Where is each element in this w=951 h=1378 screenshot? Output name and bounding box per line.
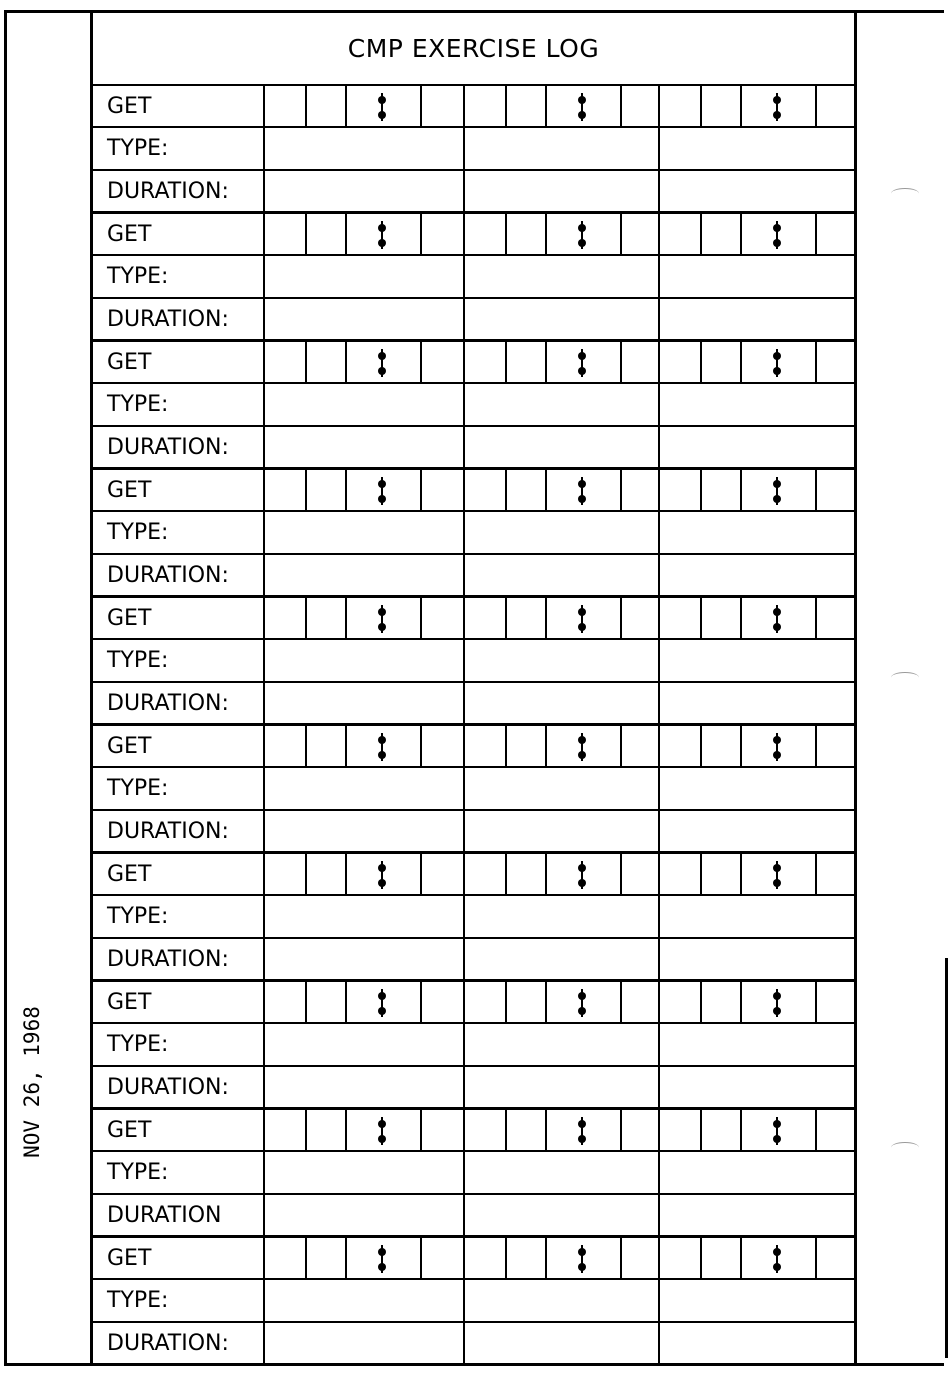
type-entry-3[interactable] — [660, 896, 854, 937]
time-digit-divider — [700, 854, 702, 894]
type-entry-1[interactable] — [265, 768, 464, 809]
time-digit-divider — [815, 470, 817, 510]
time-digit-divider — [505, 342, 507, 382]
duration-label: DURATION: — [93, 939, 265, 979]
time-digit-divider — [345, 342, 347, 382]
get-time-entry-1[interactable] — [265, 1238, 464, 1278]
time-digit-divider — [620, 982, 622, 1022]
type-label: TYPE: — [93, 256, 265, 297]
time-digit-divider — [545, 342, 547, 382]
type-label: TYPE: — [93, 640, 265, 681]
duration-row — [93, 1323, 854, 1366]
time-digit-divider — [700, 470, 702, 510]
duration-label: DURATION: — [93, 299, 265, 339]
time-digit-divider — [815, 598, 817, 638]
duration-entry-1[interactable] — [265, 427, 464, 467]
duration-entry-2[interactable] — [465, 427, 660, 467]
type-row — [93, 128, 854, 171]
time-digit-divider — [505, 214, 507, 254]
get-time-entry-2[interactable] — [465, 1110, 660, 1150]
duration-entry-3[interactable] — [660, 171, 854, 211]
punch-hole-mark — [891, 1142, 919, 1153]
time-digit-divider — [620, 470, 622, 510]
type-entry-1[interactable] — [265, 896, 464, 937]
form-title-row — [93, 12, 854, 86]
duration-entry-3[interactable] — [660, 1323, 854, 1363]
time-digit-divider — [420, 470, 422, 510]
time-colon-mark — [773, 989, 781, 1017]
get-label: GET — [93, 726, 265, 766]
get-time-entry-3[interactable] — [660, 342, 854, 382]
time-colon-mark — [578, 221, 586, 249]
time-digit-divider — [305, 982, 307, 1022]
get-label: GET — [93, 1238, 265, 1278]
time-digit-divider — [305, 342, 307, 382]
time-colon-mark — [773, 605, 781, 633]
time-digit-divider — [740, 1110, 742, 1150]
time-digit-divider — [620, 854, 622, 894]
time-digit-divider — [620, 342, 622, 382]
time-digit-divider — [305, 854, 307, 894]
time-digit-divider — [420, 726, 422, 766]
time-digit-divider — [700, 982, 702, 1022]
time-colon-mark — [773, 1117, 781, 1145]
type-row — [93, 1024, 854, 1067]
type-entry-3[interactable] — [660, 256, 854, 297]
type-entry-2[interactable] — [465, 1280, 660, 1321]
type-label: TYPE: — [93, 384, 265, 425]
duration-entry-1[interactable] — [265, 1195, 464, 1235]
get-label: GET — [93, 86, 265, 126]
type-label: TYPE: — [93, 896, 265, 937]
type-entry-2[interactable] — [465, 256, 660, 297]
time-colon-mark — [378, 861, 386, 889]
time-digit-divider — [345, 598, 347, 638]
time-digit-divider — [815, 214, 817, 254]
time-colon-mark — [578, 1117, 586, 1145]
get-time-entry-1[interactable] — [265, 86, 464, 126]
duration-entry-3[interactable] — [660, 427, 854, 467]
time-digit-divider — [505, 470, 507, 510]
exercise-log-form — [90, 12, 857, 1366]
get-time-entry-1[interactable] — [265, 342, 464, 382]
duration-entry-3[interactable] — [660, 555, 854, 595]
type-entry-3[interactable] — [660, 1152, 854, 1193]
time-digit-divider — [815, 1238, 817, 1278]
punch-hole-mark — [891, 672, 919, 683]
type-entry-2[interactable] — [465, 1024, 660, 1065]
duration-row — [93, 683, 854, 726]
time-digit-divider — [815, 86, 817, 126]
duration-label: DURATION: — [93, 1067, 265, 1107]
get-time-entry-1[interactable] — [265, 854, 464, 894]
time-digit-divider — [815, 1110, 817, 1150]
get-time-entry-2[interactable] — [465, 726, 660, 766]
duration-entry-1[interactable] — [265, 811, 464, 851]
get-time-entry-2[interactable] — [465, 214, 660, 254]
duration-entry-1[interactable] — [265, 1067, 464, 1107]
duration-entry-1[interactable] — [265, 1323, 464, 1363]
time-digit-divider — [345, 982, 347, 1022]
time-colon-mark — [578, 477, 586, 505]
time-digit-divider — [545, 726, 547, 766]
page-edge-mark — [945, 958, 948, 1358]
type-entry-2[interactable] — [465, 768, 660, 809]
date-stamp — [12, 992, 52, 1172]
time-digit-divider — [740, 982, 742, 1022]
get-label: GET — [93, 982, 265, 1022]
time-digit-divider — [545, 214, 547, 254]
time-digit-divider — [620, 86, 622, 126]
duration-row — [93, 299, 854, 342]
time-digit-divider — [305, 598, 307, 638]
duration-row — [93, 939, 854, 982]
time-digit-divider — [620, 1110, 622, 1150]
get-time-entry-2[interactable] — [465, 854, 660, 894]
duration-row — [93, 555, 854, 598]
get-time-entry-3[interactable] — [660, 1238, 854, 1278]
time-digit-divider — [420, 982, 422, 1022]
time-digit-divider — [740, 598, 742, 638]
time-digit-divider — [420, 1110, 422, 1150]
form-title: CMP EXERCISE LOG — [347, 33, 600, 63]
time-digit-divider — [545, 86, 547, 126]
duration-entry-3[interactable] — [660, 939, 854, 979]
time-digit-divider — [545, 854, 547, 894]
get-time-entry-3[interactable] — [660, 214, 854, 254]
type-entry-2[interactable] — [465, 128, 660, 169]
time-colon-mark — [773, 1245, 781, 1273]
duration-row — [93, 427, 854, 470]
time-digit-divider — [620, 1238, 622, 1278]
type-label: TYPE: — [93, 1280, 265, 1321]
time-digit-divider — [505, 726, 507, 766]
time-digit-divider — [815, 982, 817, 1022]
duration-entry-1[interactable] — [265, 939, 464, 979]
get-label: GET — [93, 1110, 265, 1150]
type-entry-3[interactable] — [660, 1280, 854, 1321]
time-digit-divider — [305, 1238, 307, 1278]
time-digit-divider — [345, 726, 347, 766]
punch-hole-mark — [891, 188, 919, 199]
get-row — [93, 1110, 854, 1152]
duration-entry-2[interactable] — [465, 299, 660, 339]
get-time-entry-1[interactable] — [265, 470, 464, 510]
time-digit-divider — [505, 598, 507, 638]
time-colon-mark — [773, 93, 781, 121]
time-digit-divider — [345, 470, 347, 510]
type-entry-2[interactable] — [465, 640, 660, 681]
time-colon-mark — [378, 221, 386, 249]
type-row — [93, 512, 854, 555]
get-time-entry-2[interactable] — [465, 982, 660, 1022]
get-time-entry-3[interactable] — [660, 726, 854, 766]
duration-entry-1[interactable] — [265, 299, 464, 339]
time-digit-divider — [505, 982, 507, 1022]
time-digit-divider — [305, 86, 307, 126]
time-colon-mark — [378, 605, 386, 633]
time-digit-divider — [700, 1110, 702, 1150]
time-digit-divider — [420, 1238, 422, 1278]
duration-entry-2[interactable] — [465, 171, 660, 211]
duration-label: DURATION: — [93, 171, 265, 211]
type-label: TYPE: — [93, 512, 265, 553]
type-entry-1[interactable] — [265, 384, 464, 425]
duration-label: DURATION — [93, 1195, 265, 1235]
get-row — [93, 214, 854, 256]
type-entry-1[interactable] — [265, 1152, 464, 1193]
time-digit-divider — [420, 854, 422, 894]
time-colon-mark — [378, 989, 386, 1017]
type-entry-2[interactable] — [465, 512, 660, 553]
get-time-entry-2[interactable] — [465, 342, 660, 382]
type-label: TYPE: — [93, 1152, 265, 1193]
time-colon-mark — [578, 861, 586, 889]
get-row — [93, 726, 854, 768]
get-time-entry-3[interactable] — [660, 854, 854, 894]
time-colon-mark — [378, 349, 386, 377]
type-entry-1[interactable] — [265, 128, 464, 169]
time-digit-divider — [345, 1110, 347, 1150]
time-digit-divider — [700, 1238, 702, 1278]
type-row — [93, 256, 854, 299]
get-time-entry-1[interactable] — [265, 726, 464, 766]
time-digit-divider — [815, 854, 817, 894]
time-digit-divider — [345, 86, 347, 126]
time-colon-mark — [378, 93, 386, 121]
type-entry-3[interactable] — [660, 640, 854, 681]
type-label: TYPE: — [93, 768, 265, 809]
get-time-entry-3[interactable] — [660, 470, 854, 510]
time-colon-mark — [378, 733, 386, 761]
get-time-entry-2[interactable] — [465, 86, 660, 126]
type-label: TYPE: — [93, 128, 265, 169]
time-digit-divider — [505, 86, 507, 126]
time-digit-divider — [420, 86, 422, 126]
type-entry-3[interactable] — [660, 1024, 854, 1065]
type-entry-3[interactable] — [660, 768, 854, 809]
time-colon-mark — [578, 605, 586, 633]
get-row — [93, 1238, 854, 1280]
time-colon-mark — [378, 477, 386, 505]
time-digit-divider — [305, 214, 307, 254]
duration-entry-3[interactable] — [660, 299, 854, 339]
time-colon-mark — [578, 1245, 586, 1273]
time-digit-divider — [305, 726, 307, 766]
time-digit-divider — [740, 1238, 742, 1278]
time-digit-divider — [700, 598, 702, 638]
time-colon-mark — [378, 1117, 386, 1145]
get-time-entry-2[interactable] — [465, 598, 660, 638]
time-digit-divider — [700, 726, 702, 766]
type-entry-3[interactable] — [660, 512, 854, 553]
duration-label: DURATION: — [93, 1323, 265, 1363]
time-digit-divider — [305, 1110, 307, 1150]
time-digit-divider — [345, 214, 347, 254]
get-label: GET — [93, 854, 265, 894]
duration-entry-1[interactable] — [265, 171, 464, 211]
date-stamp-text: NOV 26, 1968 — [20, 1006, 44, 1158]
time-digit-divider — [545, 982, 547, 1022]
time-digit-divider — [815, 342, 817, 382]
type-entry-2[interactable] — [465, 1152, 660, 1193]
type-entry-1[interactable] — [265, 640, 464, 681]
duration-entry-3[interactable] — [660, 1067, 854, 1107]
get-time-entry-1[interactable] — [265, 982, 464, 1022]
get-time-entry-1[interactable] — [265, 598, 464, 638]
time-colon-mark — [773, 861, 781, 889]
time-digit-divider — [700, 342, 702, 382]
get-label: GET — [93, 342, 265, 382]
log-entries — [93, 86, 854, 1366]
type-entry-1[interactable] — [265, 1280, 464, 1321]
type-entry-3[interactable] — [660, 384, 854, 425]
time-digit-divider — [740, 86, 742, 126]
time-digit-divider — [740, 726, 742, 766]
time-colon-mark — [578, 733, 586, 761]
type-entry-3[interactable] — [660, 128, 854, 169]
time-digit-divider — [545, 598, 547, 638]
get-time-entry-2[interactable] — [465, 470, 660, 510]
duration-entry-2[interactable] — [465, 939, 660, 979]
time-digit-divider — [505, 1110, 507, 1150]
duration-entry-3[interactable] — [660, 811, 854, 851]
time-colon-mark — [773, 477, 781, 505]
type-row — [93, 1280, 854, 1323]
type-entry-2[interactable] — [465, 384, 660, 425]
duration-label: DURATION: — [93, 811, 265, 851]
duration-entry-2[interactable] — [465, 1195, 660, 1235]
time-colon-mark — [773, 733, 781, 761]
duration-entry-3[interactable] — [660, 1195, 854, 1235]
get-label: GET — [93, 214, 265, 254]
duration-row — [93, 171, 854, 214]
time-digit-divider — [740, 214, 742, 254]
type-row — [93, 896, 854, 939]
time-digit-divider — [620, 726, 622, 766]
time-digit-divider — [505, 854, 507, 894]
duration-entry-2[interactable] — [465, 683, 660, 723]
time-digit-divider — [545, 1110, 547, 1150]
get-time-entry-3[interactable] — [660, 982, 854, 1022]
type-row — [93, 384, 854, 427]
get-time-entry-3[interactable] — [660, 598, 854, 638]
type-row — [93, 1152, 854, 1195]
time-digit-divider — [815, 726, 817, 766]
type-entry-2[interactable] — [465, 896, 660, 937]
time-digit-divider — [420, 214, 422, 254]
time-digit-divider — [700, 214, 702, 254]
duration-entry-3[interactable] — [660, 683, 854, 723]
duration-entry-2[interactable] — [465, 1323, 660, 1363]
type-entry-1[interactable] — [265, 1024, 464, 1065]
time-digit-divider — [505, 1238, 507, 1278]
time-digit-divider — [740, 854, 742, 894]
time-colon-mark — [578, 349, 586, 377]
duration-row — [93, 1067, 854, 1110]
time-digit-divider — [345, 1238, 347, 1278]
duration-entry-1[interactable] — [265, 555, 464, 595]
get-label: GET — [93, 598, 265, 638]
time-digit-divider — [345, 854, 347, 894]
time-digit-divider — [700, 86, 702, 126]
get-time-entry-1[interactable] — [265, 1110, 464, 1150]
time-colon-mark — [578, 989, 586, 1017]
get-row — [93, 982, 854, 1024]
get-row — [93, 470, 854, 512]
duration-row — [93, 811, 854, 854]
time-colon-mark — [578, 93, 586, 121]
type-row — [93, 640, 854, 683]
get-row — [93, 342, 854, 384]
get-time-entry-2[interactable] — [465, 1238, 660, 1278]
duration-entry-1[interactable] — [265, 683, 464, 723]
get-time-entry-3[interactable] — [660, 1110, 854, 1150]
time-digit-divider — [740, 470, 742, 510]
duration-label: DURATION: — [93, 427, 265, 467]
get-time-entry-3[interactable] — [660, 86, 854, 126]
time-colon-mark — [773, 221, 781, 249]
get-time-entry-1[interactable] — [265, 214, 464, 254]
time-colon-mark — [378, 1245, 386, 1273]
time-digit-divider — [620, 598, 622, 638]
get-row — [93, 854, 854, 896]
get-label: GET — [93, 470, 265, 510]
time-digit-divider — [420, 598, 422, 638]
duration-entry-2[interactable] — [465, 555, 660, 595]
duration-entry-2[interactable] — [465, 811, 660, 851]
duration-row — [93, 1195, 854, 1238]
time-colon-mark — [773, 349, 781, 377]
duration-label: DURATION: — [93, 683, 265, 723]
time-digit-divider — [305, 470, 307, 510]
time-digit-divider — [740, 342, 742, 382]
time-digit-divider — [620, 214, 622, 254]
time-digit-divider — [545, 470, 547, 510]
get-row — [93, 598, 854, 640]
type-label: TYPE: — [93, 1024, 265, 1065]
duration-entry-2[interactable] — [465, 1067, 660, 1107]
get-row — [93, 86, 854, 128]
time-digit-divider — [545, 1238, 547, 1278]
type-row — [93, 768, 854, 811]
duration-label: DURATION: — [93, 555, 265, 595]
type-entry-1[interactable] — [265, 256, 464, 297]
time-digit-divider — [420, 342, 422, 382]
type-entry-1[interactable] — [265, 512, 464, 553]
